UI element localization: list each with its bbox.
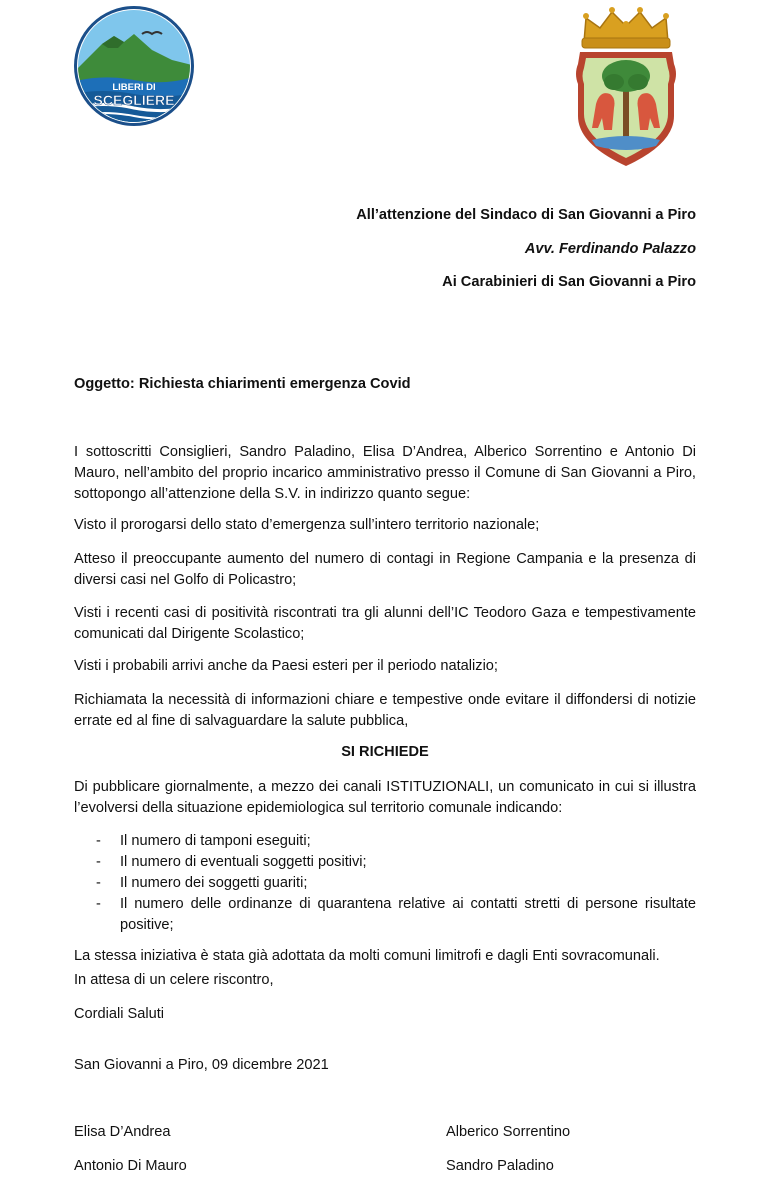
request-list xyxy=(74,831,696,936)
closing-initiative: La stessa iniziativa è stata già adottata da molti comuni limitrofi e dagli Enti sovracomunali. xyxy=(74,948,660,964)
paragraph-emergency: Visto il prorogarsi dello stato d’emergenza sull’intero territorio nazionale; xyxy=(74,517,540,533)
request-intro: Di pubblicare giornalmente, a mezzo dei canali ISTITUZIONALI, un comunicato in cui si illustra l’evolversi della situazione epidemiologica sul territorio comunale indicando: xyxy=(74,779,696,816)
coat-of-arms xyxy=(570,4,682,170)
list-item: - Il numero di eventuali soggetti positivi; xyxy=(74,852,696,873)
list-bullet: - xyxy=(96,833,101,849)
signatory-left-1: Elisa D’Andrea xyxy=(74,1124,171,1140)
signatory-right-2: Sandro Paladino xyxy=(446,1158,554,1174)
party-logo xyxy=(72,4,196,128)
signatory-left-2: Antonio Di Mauro xyxy=(74,1158,187,1174)
list-item: - Il numero di tamponi eseguiti; xyxy=(74,831,696,852)
logo-text-bottom: SCEGLIERE xyxy=(93,92,175,108)
logo-text-top: LIBERI DI xyxy=(112,82,156,93)
list-item: - Il numero delle ordinanze di quarantena relative ai contatti stretti di persone risultate positive; xyxy=(96,896,696,933)
paragraph-information: Richiamata la necessità di informazioni chiare e tempestive onde evitare il diffondersi di notizie errate ed al fine di salvaguardare la salute pubblica, xyxy=(74,692,696,729)
paragraph-intro: I sottoscritti Consiglieri, Sandro Paladino, Elisa D’Andrea, Alberico Sorrentino e Antonio Di Mauro, nell’ambito del proprio incarico amministrativo presso il Comune di San Giovanni a Piro, sottopongo all’attenzione della S.V. in indirizzo quanto segue: xyxy=(74,444,696,502)
letter-subject: Oggetto: Richiesta chiarimenti emergenza Covid xyxy=(74,376,411,392)
closing-awaiting: In attesa di un celere riscontro, xyxy=(74,972,274,988)
paragraph-school: Visti i recenti casi di positività riscontrati tra gli alunni dell’IC Teodoro Gaza e tempestivamente comunicati dal Dirigente Scolastico; xyxy=(74,605,696,642)
list-item: - Il numero dei soggetti guariti; xyxy=(74,873,696,894)
list-bullet: - xyxy=(96,875,101,891)
municipal-coat-of-arms-icon xyxy=(570,4,682,170)
recipient-mayor: All’attenzione del Sindaco di San Giovanni a Piro xyxy=(356,207,696,223)
request-heading: SI RICHIEDE xyxy=(341,744,429,760)
list-bullet: - xyxy=(96,896,101,912)
recipient-carabinieri: Ai Carabinieri di San Giovanni a Piro xyxy=(442,274,696,290)
closing-salutation: Cordiali Saluti xyxy=(74,1006,165,1022)
place-date: San Giovanni a Piro, 09 dicembre 2021 xyxy=(74,1057,329,1073)
recipient-mayor-name: Avv. Ferdinando Palazzo xyxy=(524,241,696,257)
paragraph-contagion: Atteso il preoccupante aumento del numero di contagi in Regione Campania e la presenza di diversi casi nel Golfo di Policastro; xyxy=(74,551,696,588)
party-logo-icon xyxy=(72,4,196,128)
paragraph-arrivals: Visti i probabili arrivi anche da Paesi esteri per il periodo natalizio; xyxy=(74,658,498,674)
list-bullet: - xyxy=(96,854,101,870)
signatory-right-1: Alberico Sorrentino xyxy=(446,1124,571,1140)
